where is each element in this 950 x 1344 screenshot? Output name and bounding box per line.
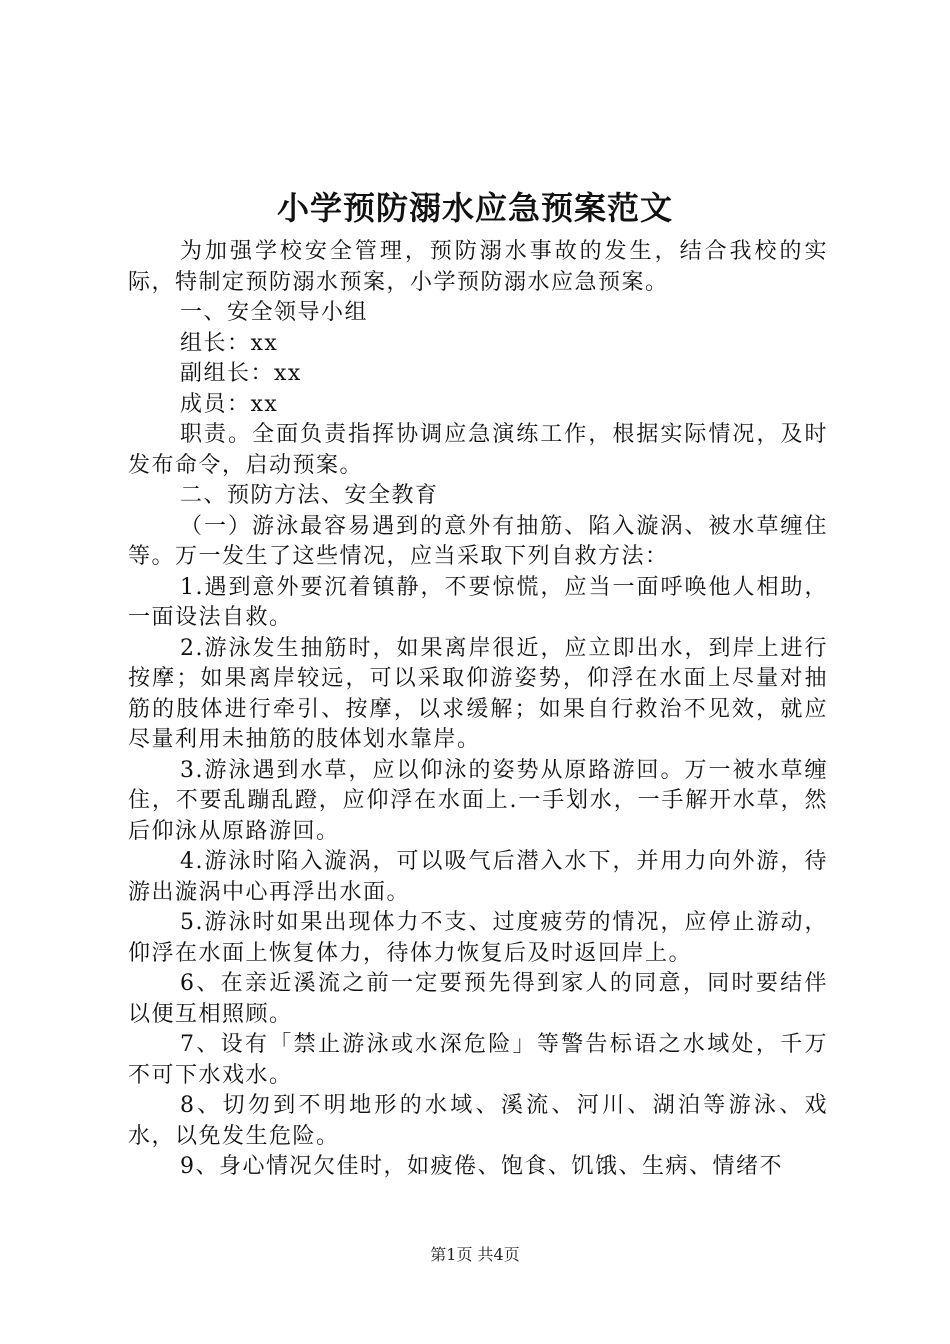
- leader-line: 组长：xx: [180, 330, 279, 356]
- list-item: 7、设有「禁止游泳或水深危险」等警告标语之水域处，千万不可下水戏水。: [128, 1032, 828, 1088]
- list-item: 5.游泳时如果出现体力不支、过度疲劳的情况，应停止游动，仰浮在水面上恢复体力，待体力恢复后及时返回岸上。: [128, 910, 828, 966]
- subsection-paragraph: （一）游泳最容易遇到的意外有抽筋、陷入漩涡、被水草缠住等。万一发生了这些情况，应当采取下列自救方法：: [128, 513, 828, 569]
- duties-paragraph: 职责。全面负责指挥协调应急演练工作，根据实际情况，及时发布命令，启动预案。: [128, 422, 828, 478]
- list-item: 4.游泳时陷入漩涡，可以吸气后潜入水下，并用力向外游，待游出漩涡中心再浮出水面。: [128, 849, 828, 905]
- list-item: 6、在亲近溪流之前一定要预先得到家人的同意，同时要结伴以便互相照顾。: [128, 971, 828, 1027]
- document-title: 小学预防溺水应急预案范文: [276, 189, 673, 227]
- document-body: [128, 237, 828, 1183]
- section-heading-prevention: 二、预防方法、安全教育: [180, 483, 439, 508]
- list-item: 8、切勿到不明地形的水域、溪流、河川、湖泊等游泳、戏水，以免发生危险。: [128, 1093, 828, 1149]
- page-footer: 第1页 共4页: [430, 1245, 520, 1264]
- members-line: 成员：xx: [180, 391, 279, 417]
- list-item: 2.游泳发生抽筋时，如果离岸很近，应立即出水，到岸上进行按摩；如果离岸较远，可以采取仰游姿势，仰浮在水面上尽量对抽筋的肢体进行牵引、按摩，以求缓解；如果自行救治不见效，就应尽量利用未抽筋的肢体划水靠岸。: [128, 635, 828, 752]
- list-item: 1.遇到意外要沉着镇静，不要惊慌，应当一面呼唤他人相助，一面设法自救。: [128, 574, 828, 630]
- deputy-leader-line: 副组长：xx: [180, 361, 302, 386]
- section-heading-leadership: 一、安全领导小组: [180, 300, 369, 325]
- list-item: 3.游泳遇到水草，应以仰泳的姿势从原路游回。万一被水草缠住，不要乱蹦乱蹬，应仰浮在水面上.一手划水，一手解开水草，然后仰泳从原路游回。: [128, 757, 828, 844]
- list-item: 9、身心情况欠佳时，如疲倦、饱食、饥饿、生病、情绪不: [180, 1154, 783, 1179]
- intro-paragraph: 为加强学校安全管理，预防溺水事故的发生，结合我校的实际，特制定预防溺水预案，小学预防溺水应急预案。: [128, 239, 828, 295]
